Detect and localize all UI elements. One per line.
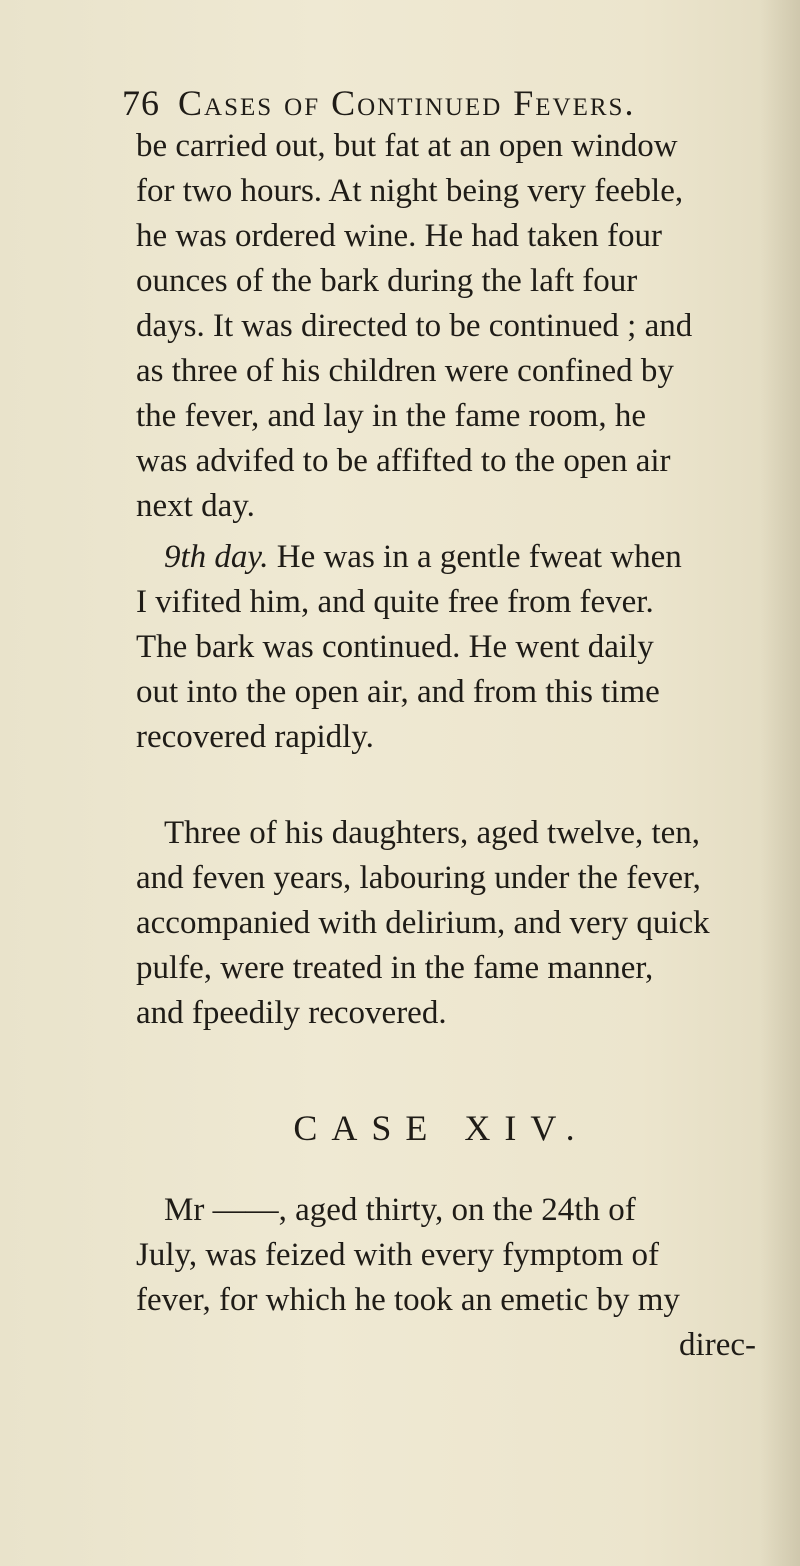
- text-line: ounces of the bark during the laft four: [136, 263, 638, 299]
- text-line: as three of his children were confined by: [136, 353, 674, 389]
- text-line: he was ordered wine. He had taken four: [136, 218, 662, 254]
- text-line: days. It was directed to be continued ; and: [136, 308, 693, 344]
- running-header: [122, 78, 762, 128]
- paragraph-4: [136, 1188, 756, 1368]
- text-line: Mr ——, aged thirty, on the 24th of: [164, 1192, 636, 1228]
- text-line: July, was feized with every fymptom of: [136, 1237, 659, 1273]
- case-heading: CASE XIV.: [293, 1108, 589, 1148]
- text-line: Three of his daughters, aged twelve, ten,: [164, 815, 701, 851]
- page-edge-shadow: [760, 0, 800, 1566]
- catchword: direc-: [679, 1327, 756, 1363]
- text-line: next day.: [136, 488, 255, 524]
- text-line: pulfe, were treated in the fame manner,: [136, 950, 654, 986]
- text-line: and feven years, labouring under the fever,: [136, 860, 701, 896]
- paragraph-2: [136, 535, 756, 760]
- text-line: I vifited him, and quite free from fever.: [136, 584, 654, 620]
- text-line: be carried out, but fat at an open window: [136, 128, 678, 164]
- header-title: Cases of Continued Fevers.: [178, 83, 636, 123]
- text-line: accompanied with delirium, and very quick: [136, 905, 710, 941]
- text-line: was advifed to be affifted to the open air: [136, 443, 671, 479]
- paragraph-1: [136, 124, 756, 529]
- text-line: [136, 535, 756, 580]
- text-line: The bark was continued. He went daily: [136, 629, 654, 665]
- text-line: fever, for which he took an emetic by my: [136, 1282, 680, 1318]
- text-line: recovered rapidly.: [136, 719, 374, 755]
- paragraph-3: [136, 811, 756, 1036]
- text-line: out into the open air, and from this time: [136, 674, 660, 710]
- text-span: He was in a gentle fweat when: [268, 539, 682, 575]
- page-number: 76: [122, 83, 160, 123]
- text-line: for two hours. At night being very feeble,: [136, 173, 684, 209]
- text-line: the fever, and lay in the fame room, he: [136, 398, 646, 434]
- day-label: 9th day.: [164, 539, 269, 575]
- text-line: and fpeedily recovered.: [136, 995, 447, 1031]
